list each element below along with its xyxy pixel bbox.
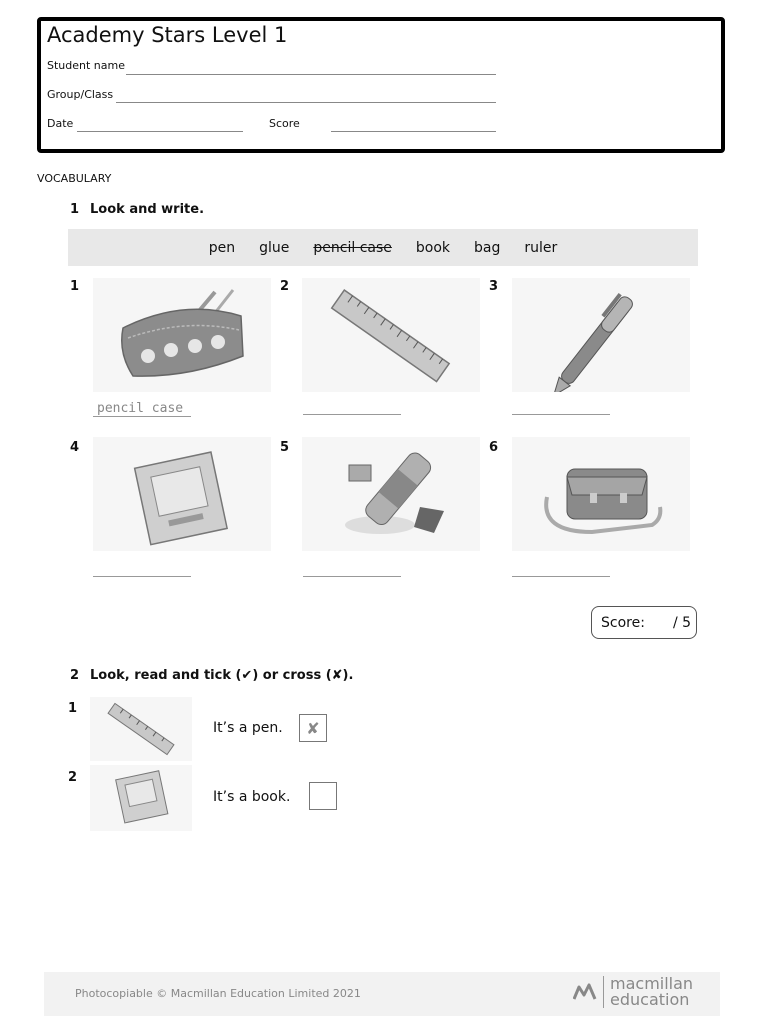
student-name-line[interactable] [126, 74, 496, 75]
tick-cross-box[interactable]: ✘ [299, 714, 327, 742]
brand-line2: education [610, 990, 690, 1009]
q1-score-label: Score: [601, 614, 645, 631]
bag-icon [512, 437, 690, 551]
item-number: 1 [70, 279, 80, 294]
item-number: 2 [68, 770, 78, 785]
ruler-icon [90, 697, 192, 761]
ruler-icon [302, 278, 480, 392]
brand-separator [603, 976, 604, 1008]
q1-score-total: / 5 [672, 614, 692, 631]
ruler-picture [302, 278, 480, 392]
word-bag: bag [474, 239, 501, 256]
q1-instruction: Look and write. [90, 202, 205, 217]
student-name-label: Student name [47, 59, 125, 72]
group-class-label: Group/Class [47, 88, 114, 101]
q2-sentence: It’s a pen. [213, 720, 283, 736]
answer-line[interactable] [512, 414, 610, 415]
q2-sentence: It’s a book. [213, 789, 291, 805]
pencil-case-icon [93, 278, 271, 392]
copyright-text: Photocopiable © Macmillan Education Limited 2021 [75, 987, 361, 1000]
brand-text [610, 976, 693, 1008]
pen-picture [512, 278, 690, 392]
pen-icon [512, 278, 690, 392]
pencil-case-picture [93, 278, 271, 392]
tick-cross-box[interactable] [309, 782, 337, 810]
group-class-line[interactable] [116, 102, 496, 103]
header-box [37, 17, 725, 153]
item-number: 1 [68, 701, 78, 716]
item-number: 2 [280, 279, 290, 294]
answer-example-text: pencil case [97, 401, 184, 416]
glue-picture [302, 437, 480, 551]
section-label: VOCABULARY [37, 172, 112, 185]
score-line[interactable] [331, 131, 496, 132]
book-icon [93, 437, 271, 551]
book-picture [93, 437, 271, 551]
brand-line1: macmillan [610, 974, 694, 993]
bag-picture [512, 437, 690, 551]
book-icon [90, 765, 192, 831]
ruler-thumbnail [90, 697, 192, 761]
date-label: Date [47, 117, 74, 130]
score-label: Score [269, 117, 300, 130]
word-book: book [415, 239, 450, 256]
item-number: 4 [70, 440, 80, 455]
worksheet-title: Academy Stars Level 1 [47, 23, 288, 47]
answer-line[interactable] [512, 576, 610, 577]
macmillan-logo [573, 976, 693, 1008]
q1-number: 1 [70, 202, 80, 217]
glue-icon [302, 437, 480, 551]
date-line[interactable] [77, 131, 243, 132]
word-pencil-case: pencil case [313, 239, 392, 256]
answer-line[interactable] [303, 414, 401, 415]
book-thumbnail [90, 765, 192, 831]
macmillan-m-icon [573, 982, 597, 1002]
q1-title [70, 202, 204, 217]
answer-line[interactable] [93, 416, 191, 417]
item-number: 6 [489, 440, 499, 455]
footer [44, 972, 720, 1016]
word-pen: pen [208, 239, 236, 256]
q1-score-box [591, 606, 697, 639]
q2-title [70, 668, 353, 683]
answer-line[interactable] [93, 576, 191, 577]
q2-number: 2 [70, 668, 80, 683]
word-glue: glue [259, 239, 290, 256]
item-number: 5 [280, 440, 290, 455]
word-ruler: ruler [524, 239, 558, 256]
item-number: 3 [489, 279, 499, 294]
q2-instruction: Look, read and tick (✔) or cross (✘). [90, 668, 354, 683]
word-bank [68, 229, 698, 266]
answer-line[interactable] [303, 576, 401, 577]
